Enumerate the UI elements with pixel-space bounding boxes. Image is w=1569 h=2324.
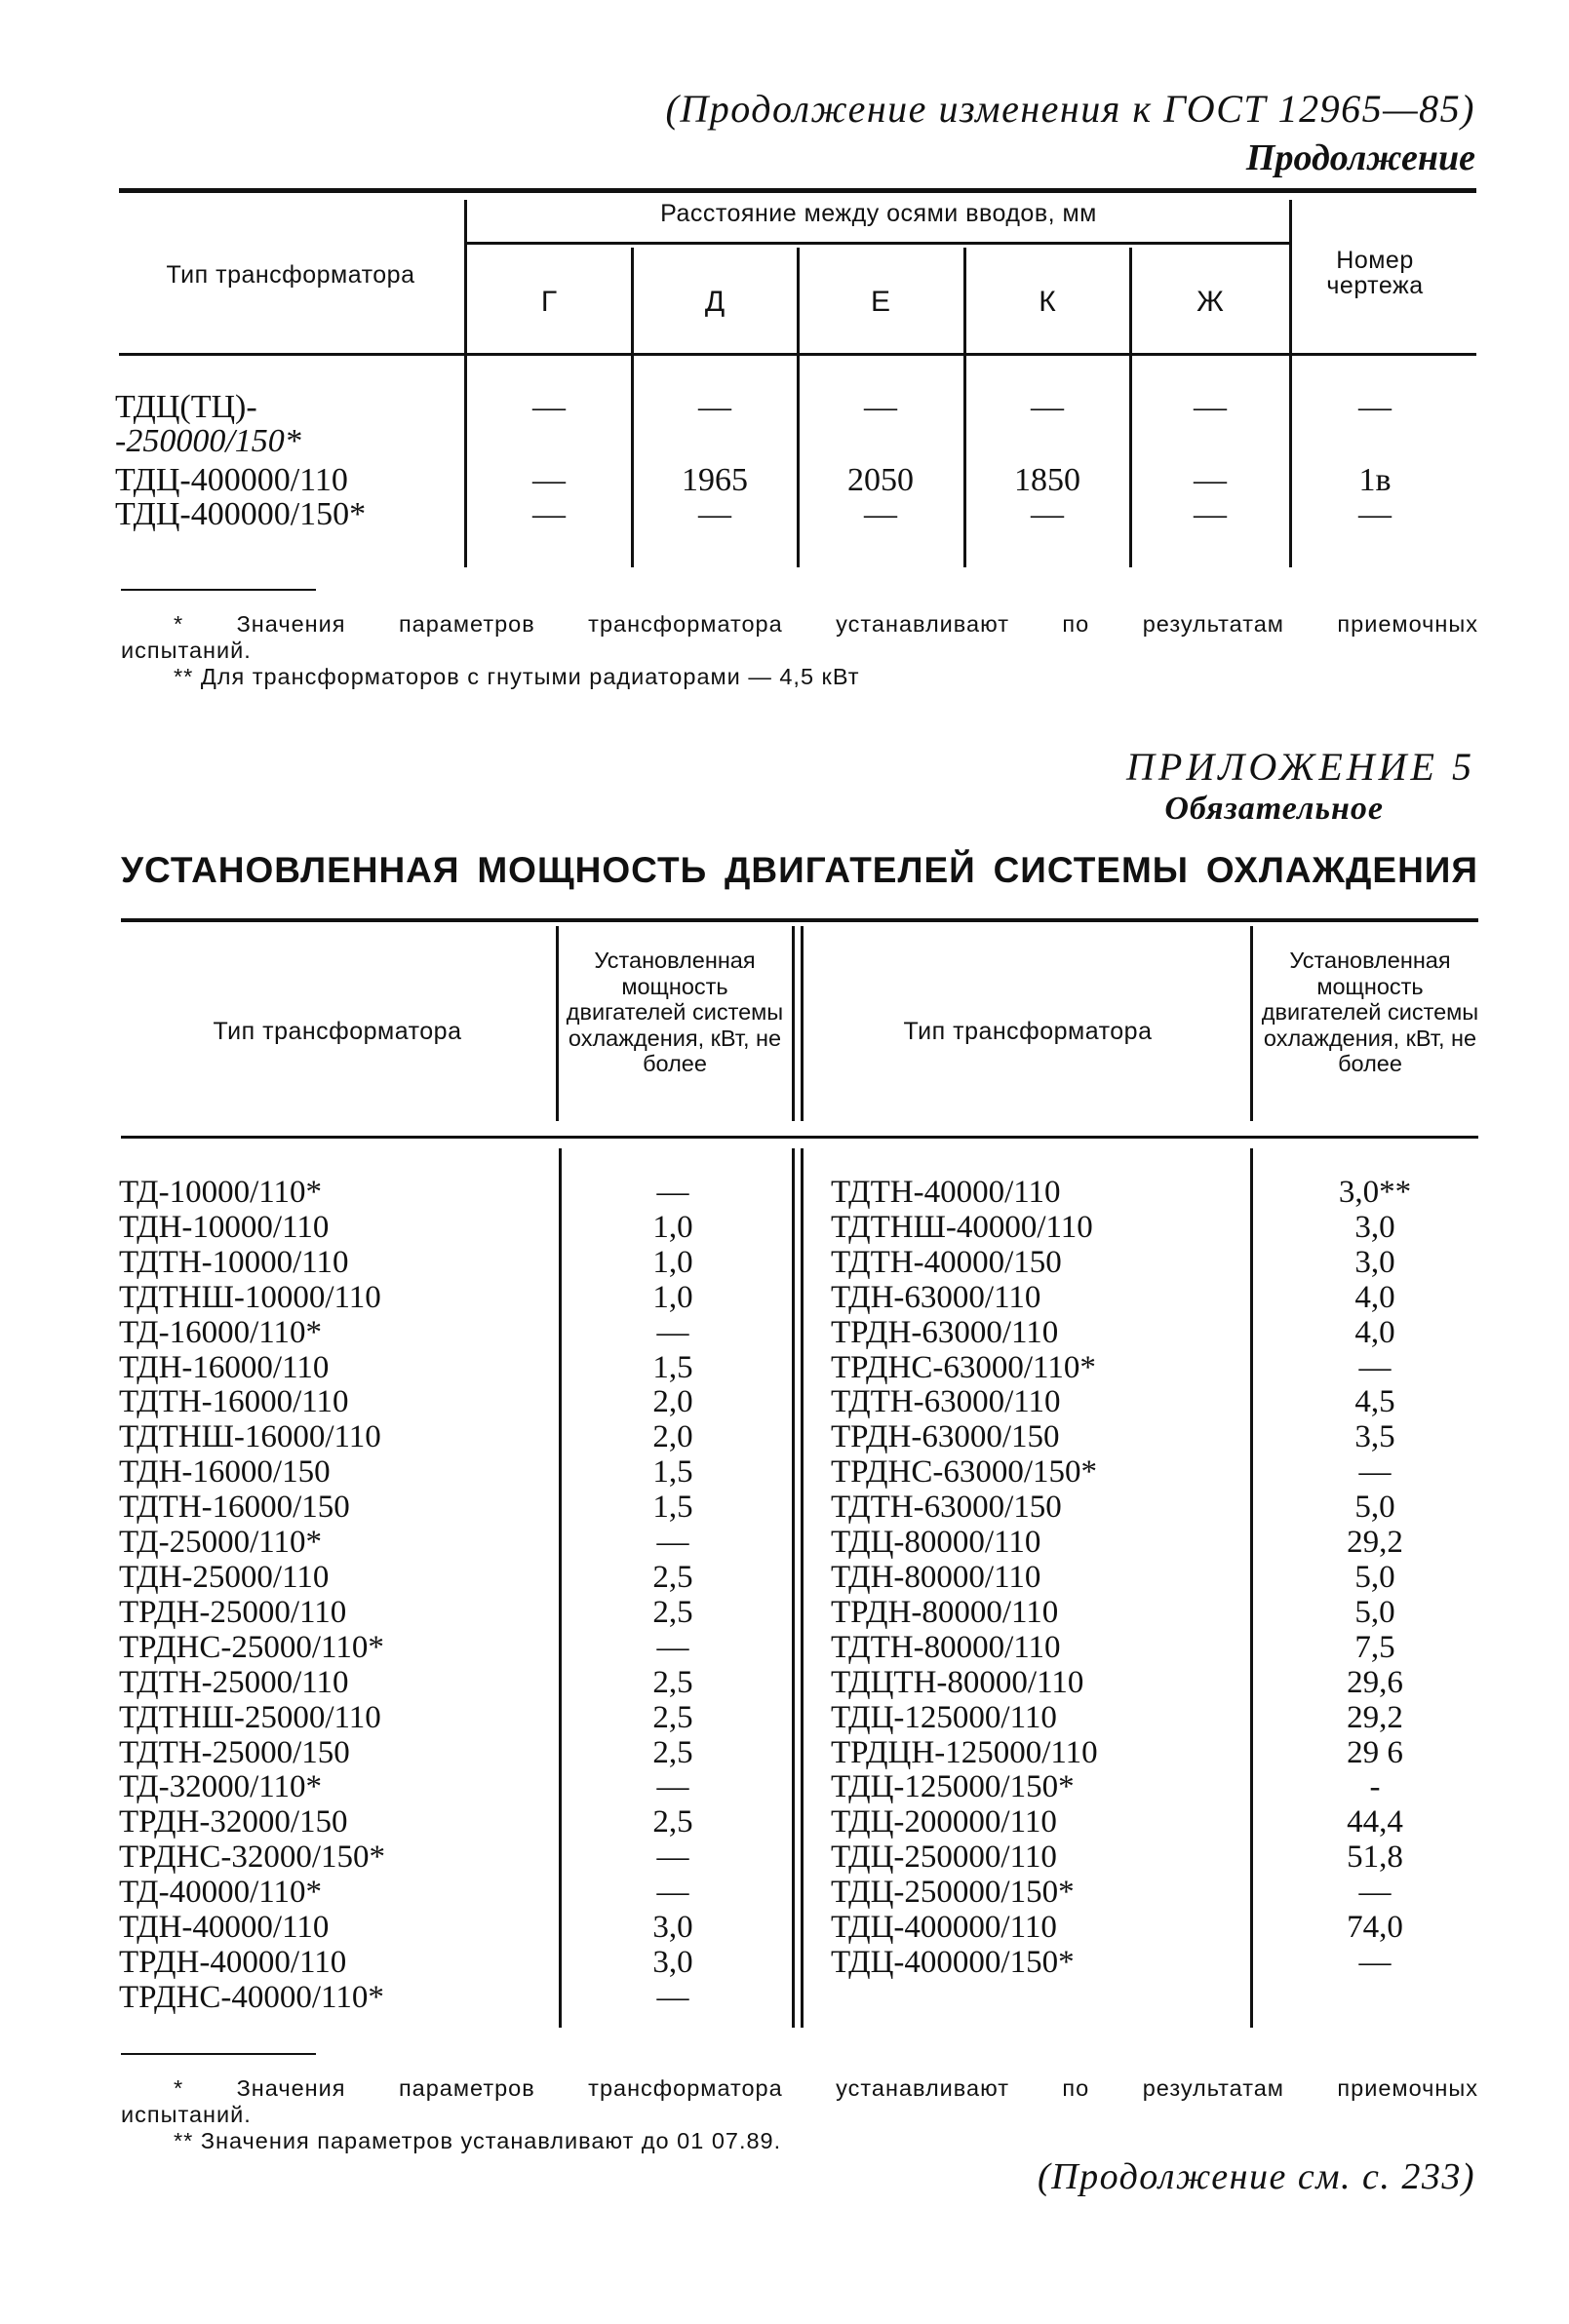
table1-top-rule [119,188,1476,193]
table2-value: 3,0 [652,1910,693,1946]
footnote-2: ** Значения параметров устанавливают до 01 07.89. [174,2128,782,2153]
table1-cell: — [1031,389,1064,425]
table1-cell: — [1031,496,1064,532]
table2-type: ТДТН-40000/110 [831,1175,1061,1210]
table1-cell: — [1358,389,1392,425]
table2-type: ТДЦ-250000/110 [831,1840,1057,1876]
table2-value: — [656,1629,689,1665]
table2-type: ТРДН-63000/150 [831,1419,1060,1455]
table2-type: ТДЦ-400000/150* [831,1944,1075,1980]
table2-type: ТРДН-32000/150 [119,1804,348,1840]
table2-value: — [656,1525,689,1561]
table1-type-line: -250000/150* [115,423,301,459]
table1-col-e: Е [870,286,890,318]
table1-cell: — [864,496,897,532]
table2-value: 1,0 [652,1244,693,1280]
continuation-subheading: Продолжение [1245,137,1475,178]
table2-type: ТРДН-63000/110 [831,1314,1059,1350]
table2-right-values [1302,1176,1448,1981]
table1-cell: — [864,389,897,425]
table2-type: ТД-32000/110* [119,1769,323,1805]
table2-type: ТРДНС-40000/110* [119,1979,384,2015]
table2-divider [556,926,559,1121]
table2-type: ТДЦ-125000/110 [831,1699,1057,1735]
table1-cell: — [698,389,731,425]
table2-type: ТДТН-63000/150 [831,1490,1062,1526]
table1-col-k: К [1039,286,1056,318]
table2-value: 3,0 [1354,1244,1395,1280]
table1-cell: 1850 [1014,462,1080,498]
table2-value: 51,8 [1347,1840,1403,1876]
table1-col-drawing: Номер чертежа [1326,247,1424,299]
table2-value: — [1358,1349,1392,1385]
table2-value: 2,5 [652,1594,693,1630]
footnote-2: ** Для трансформаторов с гнутыми радиаторами — 4,5 кВт [174,664,860,689]
table1-cell: 1в [1358,462,1392,498]
table2-value: 3,5 [1354,1419,1395,1455]
table2-divider [792,926,795,1121]
table2-type: ТДТН-40000/150 [831,1244,1062,1280]
table2-value: - [1369,1769,1381,1805]
table2-type: ТРДН-80000/110 [831,1594,1059,1630]
table2-type: ТДТНШ-10000/110 [119,1279,381,1315]
appendix-status: Обязательное [1164,791,1384,827]
table2-type: ТДТН-10000/110 [119,1244,349,1280]
table2-divider [801,926,804,1121]
table2-right-types [831,1176,1248,1981]
table2-value: 1,5 [652,1490,693,1526]
footnote-separator [121,2053,316,2055]
table2-value: 44,4 [1347,1804,1403,1840]
table2-value: 2,0 [652,1384,693,1420]
table2-type: ТДТН-63000/110 [831,1384,1061,1420]
table1-cell: — [532,462,566,498]
table2-value: 1,5 [652,1454,693,1491]
table2-type: ТДН-16000/110 [119,1349,330,1385]
table2-value: 29,2 [1347,1525,1403,1561]
table2-type: ТД-25000/110* [119,1525,323,1561]
table2-value: 2,0 [652,1419,693,1455]
table2-type: ТРДН-40000/110 [119,1944,347,1980]
table2-type: ТДТНШ-16000/110 [119,1419,381,1455]
table2-type: ТРДН-25000/110 [119,1594,347,1630]
table2-value: 1,0 [652,1209,693,1245]
table2-value: 1,0 [652,1279,693,1315]
table2-value: — [1358,1454,1392,1491]
table2-type: ТДТН-25000/150 [119,1734,350,1770]
table2-value: 29 6 [1347,1734,1403,1770]
table2-type: ТРДНС-32000/150* [119,1840,386,1876]
table2-divider [559,1148,562,2028]
table2-divider [801,1148,804,2028]
table2-type: ТД-16000/110* [119,1314,323,1350]
table1-col-d: Д [704,286,726,318]
table2-value: 3,0** [1338,1175,1412,1210]
footnote-1-line-2: испытаний. [121,638,252,663]
table2-left-types [119,1176,556,2016]
table1-cell: — [1194,389,1227,425]
table2-type: ТРДНС-25000/110* [119,1629,384,1665]
table2-type: ТДТНШ-40000/110 [831,1209,1093,1245]
table2-type: ТДЦ-200000/110 [831,1804,1057,1840]
table2-type: ТД-40000/110* [119,1875,323,1911]
table2-value: 3,0 [1354,1209,1395,1245]
footnote-1-line-1: * Значения параметров трансформатора устанавливают по результатам приемочных [174,611,1478,637]
table2-type: ТДТН-80000/110 [831,1629,1061,1665]
table1-cell: — [698,496,731,532]
table1-type-line: ТДЦ-400000/110 [115,462,348,498]
table2-type: ТРДНС-63000/150* [831,1454,1098,1491]
table2-type: ТРДНС-63000/110* [831,1349,1096,1385]
table1-group-header: Расстояние между осями вводов, мм [660,200,1097,227]
table2-type: ТДЦТН-80000/110 [831,1664,1084,1700]
table2-type: ТДН-63000/110 [831,1279,1041,1315]
table2-value: 5,0 [1354,1490,1395,1526]
footnote-1-line-1: * Значения параметров трансформатора устанавливают по результатам приемочных [174,2075,1478,2101]
table2-value: — [656,1875,689,1911]
table2-left-values [614,1176,731,2016]
table1-col-g: Г [540,286,558,318]
table2-value: — [1358,1944,1392,1980]
table2-value: 7,5 [1354,1629,1395,1665]
table2-type: ТДЦ-125000/150* [831,1769,1075,1805]
table2-type: ТДН-16000/150 [119,1454,331,1491]
table2-value: 2,5 [652,1804,693,1840]
table2-col-power-right: Установленная мощность двигателей системы охлаждения, кВт, не более [1261,948,1479,1076]
table2-value: 4,0 [1354,1314,1395,1350]
table2-value: 29,2 [1347,1699,1403,1735]
table2-col-power-left: Установленная мощность двигателей системы охлаждения, кВт, не более [566,948,784,1076]
table2-value: — [656,1175,689,1210]
table1-cell: — [532,496,566,532]
continuation-header: (Продолжение изменения к ГОСТ 12965—85) [665,87,1475,131]
table2-top-rule [121,918,1478,922]
table1-col-type: Тип трансформатора [166,261,415,289]
table1-divider [464,200,467,567]
table2-value: — [656,1979,689,2015]
appendix-label: ПРИЛОЖЕНИЕ 5 [1126,745,1475,789]
table2-value: 5,0 [1354,1559,1395,1595]
appendix-title: УСТАНОВЛЕННАЯ МОЩНОСТЬ ДВИГАТЕЛЕЙ СИСТЕМЫ ОХЛАЖДЕНИЯ [121,850,1478,890]
table2-value: 2,5 [652,1734,693,1770]
table2-value: 5,0 [1354,1594,1395,1630]
table2-value: 4,0 [1354,1279,1395,1315]
table1-group-rule [466,242,1291,245]
table2-header-rule [121,1136,1478,1139]
table2-value: 2,5 [652,1664,693,1700]
table2-type: ТДН-40000/110 [119,1910,330,1946]
table2-value: — [656,1769,689,1805]
table1-type-line: ТДЦ-400000/150* [115,496,367,532]
table2-value: 74,0 [1347,1910,1403,1946]
table2-type: ТДН-25000/110 [119,1559,330,1595]
continuation-footer: (Продолжение см. с. 233) [1037,2156,1475,2197]
table2-type: ТД-10000/110* [119,1175,323,1210]
footnote-separator [121,589,316,591]
table2-value: 29,6 [1347,1664,1403,1700]
table2-type: ТДТН-25000/110 [119,1664,349,1700]
table1-cell: — [1194,462,1227,498]
table2-type: ТДТНШ-25000/110 [119,1699,381,1735]
table2-type: ТДН-10000/110 [119,1209,330,1245]
table1-cell: — [1358,496,1392,532]
table1-cell: — [1194,496,1227,532]
table2-type: ТДЦ-250000/150* [831,1875,1075,1911]
table2-type: ТРДЦН-125000/110 [831,1734,1098,1770]
table2-col-type-right: Тип трансформатора [903,1018,1153,1045]
table1-cell: 1965 [682,462,748,498]
table2-value: 4,5 [1354,1384,1395,1420]
table2-value: 2,5 [652,1559,693,1595]
table2-value: 3,0 [652,1944,693,1980]
table2-value: — [656,1840,689,1876]
table2-type: ТДЦ-80000/110 [831,1525,1041,1561]
footnote-1-line-2: испытаний. [121,2102,252,2127]
table2-type: ТДН-80000/110 [831,1559,1041,1595]
table1-cell: — [532,389,566,425]
table1-cell: 2050 [847,462,914,498]
table1-type-line: ТДЦ(ТЦ)- [115,389,257,425]
table2-type: ТДТН-16000/110 [119,1384,349,1420]
table2-value: — [1358,1875,1392,1911]
table2-value: — [656,1314,689,1350]
table2-value: 1,5 [652,1349,693,1385]
table2-type: ТДЦ-400000/110 [831,1910,1057,1946]
table2-type: ТДТН-16000/150 [119,1490,350,1526]
table1-divider [1289,200,1292,567]
table2-divider [792,1148,795,2028]
table2-divider [1250,1148,1253,2028]
table2-value: 2,5 [652,1699,693,1735]
table2-col-type-left: Тип трансформатора [213,1018,462,1045]
table2-divider [1250,926,1253,1121]
table1-col-zh: Ж [1196,286,1224,318]
